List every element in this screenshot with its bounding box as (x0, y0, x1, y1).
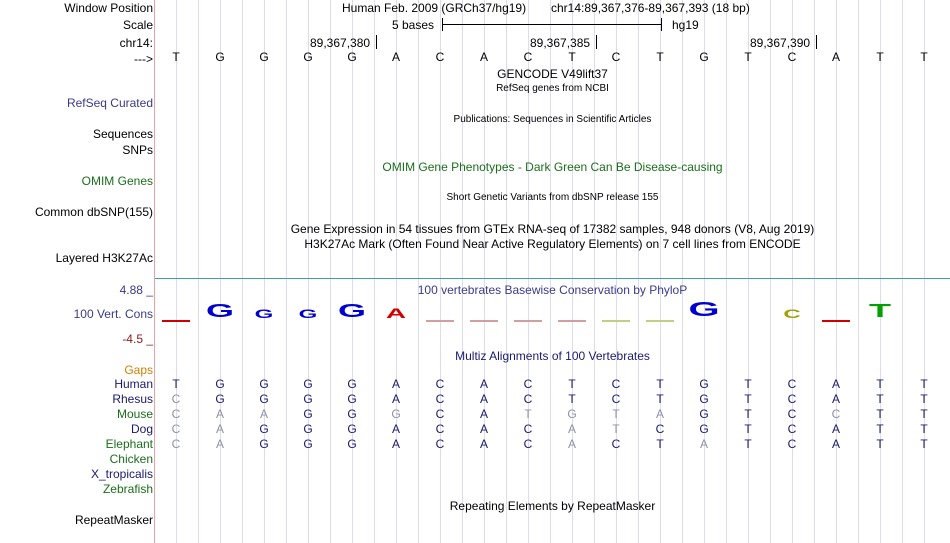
alignment-base: T (876, 407, 884, 421)
alignment-base: T (744, 422, 752, 436)
label-strand: ---> (134, 52, 153, 66)
alignment-base: A (831, 377, 840, 391)
alignment-base: C (787, 377, 797, 391)
alignment-base: C (655, 422, 665, 436)
alignment-base: A (215, 407, 224, 421)
logo-low-score-mark (602, 320, 630, 322)
logo-letter: G (205, 301, 234, 321)
coord-label-2: 89,367,385 (530, 36, 591, 50)
species-label[interactable]: Dog (130, 422, 153, 436)
alignment-base: A (391, 377, 400, 391)
alignment-base: G (303, 422, 313, 436)
reference-base: A (479, 50, 488, 64)
alignment-base: C (831, 407, 841, 421)
logo-low-score-mark (426, 320, 454, 322)
track-separator (155, 278, 950, 279)
logo-letter: C (783, 307, 801, 321)
reference-base: T (920, 50, 928, 64)
alignment-base: A (391, 392, 400, 406)
track-multiz[interactable]: Multiz Alignments of 100 Vertebrates (455, 349, 650, 363)
alignment-base: T (568, 392, 576, 406)
alignment-base: G (699, 407, 709, 421)
label-omim-genes[interactable]: OMIM Genes (81, 174, 153, 188)
reference-base: G (303, 50, 313, 64)
alignment-base: G (303, 407, 313, 421)
alignment-base: G (347, 422, 357, 436)
alignment-base: T (172, 377, 180, 391)
alignment-base: C (523, 422, 533, 436)
alignment-base: G (347, 392, 357, 406)
track-gtex[interactable]: Gene Expression in 54 tissues from GTEx RNA-seq of 17382 samples, 948 donors (V8, Aug 2019) (290, 222, 815, 236)
species-label[interactable]: Mouse (116, 407, 153, 421)
alignment-base: G (567, 407, 577, 421)
coord-tick-3 (816, 35, 817, 49)
alignment-base: C (435, 392, 445, 406)
reference-base: A (831, 50, 840, 64)
alignment-base: T (744, 437, 752, 451)
alignment-base: G (259, 392, 269, 406)
logo-letter: G (337, 301, 366, 321)
track-dbsnp-desc[interactable]: Short Genetic Variants from dbSNP release 155 (446, 192, 659, 203)
alignment-base: T (744, 392, 752, 406)
reference-base: G (259, 50, 269, 64)
alignment-base: C (787, 422, 797, 436)
alignment-base: T (744, 377, 752, 391)
logo-letter: G (254, 307, 274, 321)
scale-db: hg19 (672, 18, 699, 32)
alignment-base: A (259, 407, 268, 421)
species-label[interactable]: Human (114, 377, 153, 391)
alignment-base: T (876, 422, 884, 436)
label-refseq-curated[interactable]: RefSeq Curated (66, 96, 153, 110)
logo-low-score-mark (514, 320, 542, 322)
alignment-base: T (524, 407, 532, 421)
alignment-base: C (171, 437, 181, 451)
label-common-dbsnp[interactable]: Common dbSNP(155) (34, 205, 153, 219)
alignment-base: C (171, 407, 181, 421)
alignment-base: C (523, 377, 533, 391)
scale-bar (442, 24, 662, 25)
alignment-base: G (259, 437, 269, 451)
reference-base: T (568, 50, 576, 64)
alignment-base: A (391, 437, 400, 451)
label-gaps[interactable]: Gaps (124, 363, 153, 377)
reference-base: C (787, 50, 797, 64)
species-label[interactable]: Rhesus (112, 392, 153, 406)
logo-low-score-mark (822, 320, 850, 322)
alignment-base: C (171, 392, 181, 406)
alignment-base: C (787, 407, 797, 421)
species-label[interactable]: Elephant (105, 437, 153, 451)
logo-low-score-mark (646, 320, 674, 322)
alignment-base: G (303, 392, 313, 406)
alignment-base: T (920, 422, 928, 436)
track-omim-desc[interactable]: OMIM Gene Phenotypes - Dark Green Can Be Disease-causing (382, 160, 723, 174)
alignment-base: C (523, 437, 533, 451)
alignment-base: T (656, 377, 664, 391)
coord-tick-2 (596, 35, 597, 49)
alignment-base: A (831, 437, 840, 451)
alignment-base: C (787, 437, 797, 451)
reference-base: G (699, 50, 709, 64)
logo-low-score-mark (162, 320, 190, 322)
alignment-base: G (347, 377, 357, 391)
logo-letter: A (385, 305, 407, 321)
reference-base: C (611, 50, 621, 64)
alignment-base: A (831, 422, 840, 436)
species-label[interactable]: Chicken (109, 452, 153, 466)
alignment-base: G (259, 377, 269, 391)
alignment-base: A (215, 422, 224, 436)
alignment-base: C (523, 392, 533, 406)
alignment-base: T (876, 392, 884, 406)
label-layered-h3k27ac[interactable]: Layered H3K27Ac (55, 251, 153, 265)
alignment-base: G (347, 437, 357, 451)
alignment-base: T (568, 377, 576, 391)
alignment-base: A (479, 392, 488, 406)
logo-letter: T (869, 301, 891, 321)
label-snps[interactable]: SNPs (122, 143, 153, 157)
logo-low-score-mark (558, 320, 586, 322)
alignment-base: A (831, 392, 840, 406)
reference-base: T (172, 50, 180, 64)
alignment-base: T (612, 422, 620, 436)
alignment-base: G (303, 377, 313, 391)
alignment-base: G (303, 437, 313, 451)
alignment-base: A (567, 437, 576, 451)
track-repeatmasker-desc[interactable]: Repeating Elements by RepeatMasker (449, 499, 656, 513)
alignment-base: C (435, 407, 445, 421)
alignment-base: T (612, 407, 620, 421)
logo-letter: G (298, 307, 318, 321)
label-phylop-max: 4.88 _ (119, 283, 153, 297)
label-repeatmasker[interactable]: RepeatMasker (74, 513, 153, 527)
species-label[interactable]: X_tropicalis (90, 467, 153, 481)
window-position-text: chr14:89,367,376-89,367,393 (18 bp) (551, 1, 750, 15)
track-h3k27ac-desc[interactable]: H3K27Ac Mark (Often Found Near Active Regulatory Elements) on 7 cell lines from ENCODE (304, 237, 801, 251)
alignment-base: A (479, 422, 488, 436)
label-phylop-min: -4.5 _ (122, 332, 153, 346)
scale-bar-right-tick (661, 18, 662, 31)
alignment-base: A (479, 377, 488, 391)
coord-tick-1 (376, 35, 377, 49)
alignment-base: T (876, 377, 884, 391)
label-100-vert-cons[interactable]: 100 Vert. Cons (73, 307, 153, 321)
reference-base: G (347, 50, 357, 64)
alignment-base: T (920, 437, 928, 451)
alignment-base: C (435, 422, 445, 436)
alignment-base: G (699, 377, 709, 391)
scale-text: 5 bases (392, 18, 435, 32)
alignment-base: A (391, 422, 400, 436)
label-sequences[interactable]: Sequences (92, 127, 153, 141)
logo-letter: G (688, 299, 720, 321)
coord-label-1: 89,367,380 (310, 36, 371, 50)
alignment-base: T (920, 377, 928, 391)
alignment-base: C (171, 422, 181, 436)
alignment-base: C (611, 392, 621, 406)
alignment-base: C (611, 437, 621, 451)
label-scale: Scale (122, 18, 153, 32)
alignment-base: A (567, 422, 576, 436)
alignment-base: C (787, 392, 797, 406)
reference-base: T (876, 50, 884, 64)
alignment-base: G (391, 407, 401, 421)
alignment-base: C (435, 377, 445, 391)
reference-base: T (656, 50, 664, 64)
alignment-base: T (920, 392, 928, 406)
alignment-base: G (347, 407, 357, 421)
alignment-base: C (435, 437, 445, 451)
assembly-title: Human Feb. 2009 (GRCh37/hg19) (342, 1, 527, 15)
alignment-base: A (479, 407, 488, 421)
alignment-base: A (699, 437, 708, 451)
track-refseq-desc[interactable]: RefSeq genes from NCBI (496, 83, 609, 94)
alignment-base: T (656, 437, 664, 451)
reference-base: C (523, 50, 533, 64)
alignment-base: A (479, 437, 488, 451)
alignment-base: G (699, 422, 709, 436)
reference-base: A (391, 50, 400, 64)
alignment-base: T (656, 392, 664, 406)
alignment-base: T (920, 407, 928, 421)
coord-label-3: 89,367,390 (750, 36, 811, 50)
alignment-base: G (215, 392, 225, 406)
reference-base: G (215, 50, 225, 64)
reference-base: T (744, 50, 752, 64)
alignment-base: A (215, 437, 224, 451)
scale-bar-left-tick (442, 18, 443, 31)
alignment-base: G (259, 422, 269, 436)
logo-low-score-mark (470, 320, 498, 322)
alignment-base: T (876, 437, 884, 451)
label-window-position: Window Position (64, 1, 153, 15)
track-gencode[interactable]: GENCODE V49lift37 (497, 67, 608, 81)
species-label[interactable]: Zebrafish (102, 482, 153, 496)
alignment-base: G (699, 392, 709, 406)
alignment-base: A (655, 407, 664, 421)
alignment-base: T (744, 407, 752, 421)
alignment-base: C (611, 377, 621, 391)
alignment-base: G (215, 377, 225, 391)
track-phylop[interactable]: 100 vertebrates Basewise Conservation by PhyloP (417, 283, 688, 297)
label-chrom: chr14: (119, 36, 153, 50)
track-publications[interactable]: Publications: Sequences in Scientific Articles (453, 114, 652, 125)
reference-base: C (435, 50, 445, 64)
